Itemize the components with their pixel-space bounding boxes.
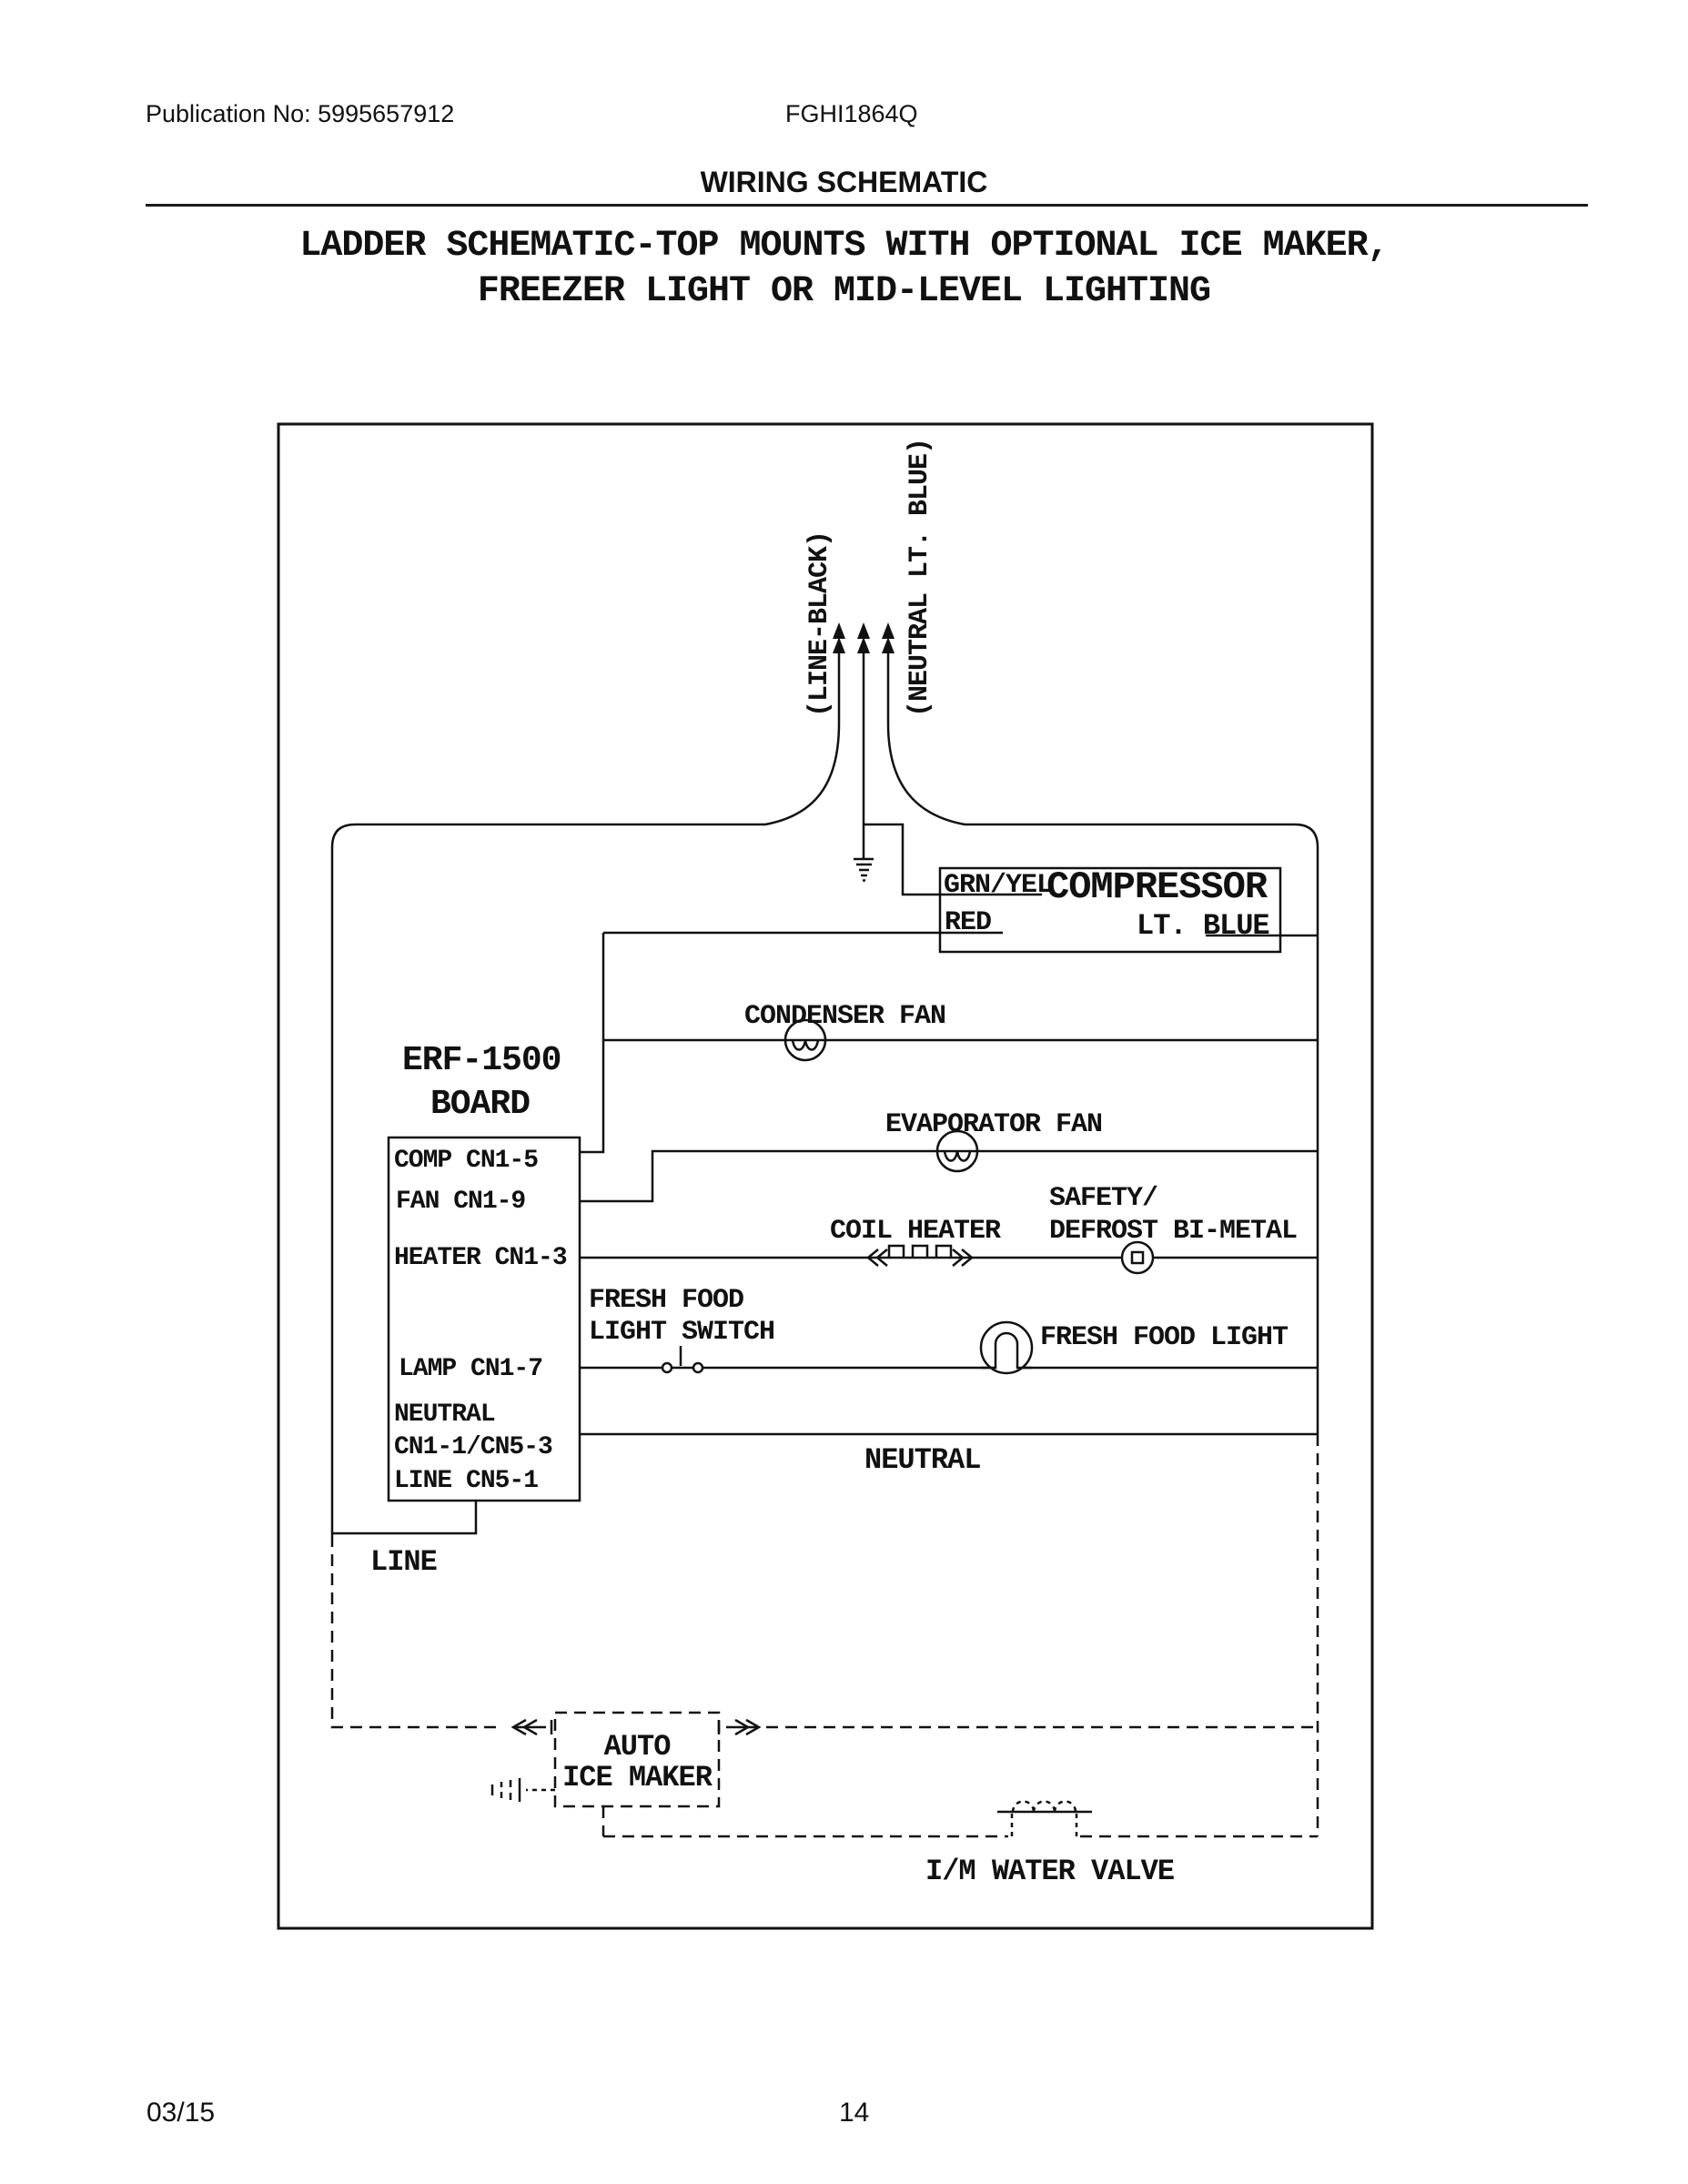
footer-page-number: 14	[839, 2098, 870, 2128]
compressor-ground-wire-label: GRN/YEL	[944, 870, 1053, 901]
neutral-wire-label: (NEUTRAL LT. BLUE)	[905, 438, 935, 718]
line-wire-label: (LINE-BLACK)	[804, 531, 835, 718]
footer-date: 03/15	[147, 2098, 216, 2128]
line-rail-label: LINE	[370, 1545, 437, 1579]
board-pin-neutral-line1: NEUTRAL	[394, 1400, 495, 1429]
im-water-valve-label: I/M WATER VALVE	[925, 1855, 1175, 1888]
im-water-valve-symbol	[603, 1802, 1318, 1837]
board-pin-fan: FAN CN1-9	[396, 1188, 526, 1216]
solenoid-coil-icon	[1013, 1802, 1076, 1813]
condenser-fan-label: CONDENSER FAN	[744, 1001, 946, 1032]
board-title-line2: BOARD	[430, 1085, 531, 1124]
evaporator-fan-symbol	[580, 1131, 1318, 1201]
defrost-bimetal-symbol	[1122, 1242, 1153, 1273]
auto-ice-maker-label-line1: AUTO	[603, 1730, 671, 1764]
compressor-run-wire-label: RED	[945, 907, 992, 938]
section-heading: WIRING SCHEMATIC	[700, 166, 988, 198]
earth-ground-icon	[854, 859, 874, 881]
header-rule	[146, 204, 1588, 207]
fan-coil-icon	[793, 1040, 818, 1050]
fresh-food-light-symbol	[981, 1322, 1032, 1373]
board-pin-heater: HEATER CN1-3	[394, 1244, 567, 1272]
compressor-label: COMPRESSOR	[1046, 865, 1268, 909]
fan-coil-icon	[945, 1151, 970, 1161]
optional-plug-icon	[492, 1778, 555, 1802]
condenser-fan-symbol	[603, 1020, 1318, 1060]
up-arrow-icon	[833, 622, 895, 653]
evaporator-fan-label: EVAPORATOR FAN	[885, 1109, 1103, 1140]
diagram-title-line1: LADDER SCHEMATIC-TOP MOUNTS WITH OPTIONAL ICE MAKER,	[299, 226, 1389, 267]
fresh-food-switch-label-line2: LIGHT SWITCH	[589, 1317, 775, 1348]
auto-ice-maker-label-line2: ICE MAKER	[562, 1761, 712, 1795]
diagram-title-line2: FREEZER LIGHT OR MID-LEVEL LIGHTING	[477, 271, 1211, 312]
safety-defrost-label-line2: DEFROST BI-METAL	[1049, 1216, 1298, 1247]
board-pin-neutral-line2: CN1-1/CN5-3	[394, 1433, 552, 1461]
board-title-line1: ERF-1500	[402, 1041, 561, 1080]
board-pin-comp: COMP CN1-5	[394, 1147, 539, 1175]
comp-cn1-5-wire	[580, 933, 603, 1152]
fresh-food-switch-label-line1: FRESH FOOD	[589, 1285, 744, 1316]
board-pin-lamp: LAMP CN1-7	[399, 1355, 543, 1383]
coil-heater-label: COIL HEATER	[830, 1216, 1001, 1247]
board-pin-line: LINE CN5-1	[394, 1467, 539, 1495]
fresh-food-light-label: FRESH FOOD LIGHT	[1040, 1322, 1289, 1353]
neutral-rail-label: NEUTRAL	[864, 1443, 981, 1477]
model-number: FGHI1864Q	[785, 100, 918, 127]
line-cn5-1-wire	[332, 1501, 476, 1533]
compressor-neutral-wire-label: LT. BLUE	[1137, 909, 1269, 943]
publication-number: Publication No: 5995657912	[146, 100, 455, 127]
coil-heater-symbol	[580, 1246, 1318, 1266]
safety-defrost-label-line1: SAFETY/	[1049, 1183, 1158, 1214]
